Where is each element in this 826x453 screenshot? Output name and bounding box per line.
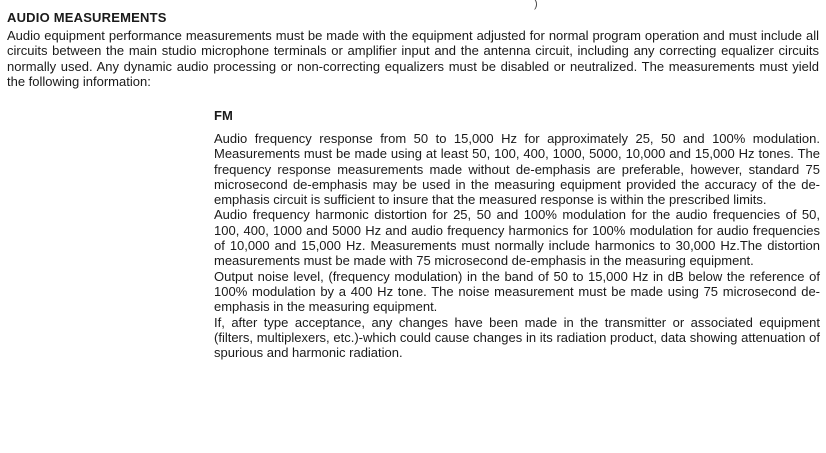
top-edge-mark: ) [534,0,538,10]
intro-paragraph: Audio equipment performance measurements must be made with the equipment adjusted for normal program operation and must include all circuits between the main studio microphone terminals or amplifier input and the antenna circuit, including any correcting equalizer circuits normally used. Any dynamic audio processing or non-correcting equalizers must be disabled or neutralized. The measurements must yield the following information: [7,28,819,90]
fm-paragraph-output-noise: Output noise level, (frequency modulation) in the band of 50 to 15,000 Hz in dB below the reference of 100% modulation by a 400 Hz tone. The noise measurement must be made using 75 microsecond de-emphasis in the measuring equipment. [214,268,820,315]
fm-heading: FM [214,108,233,123]
fm-paragraph-frequency-response: Audio frequency response from 50 to 15,000 Hz for approximately 25, 50 and 100% modulation. Measurements must be made using at least 50, 100, 400, 1000, 5000, 10,000 and 15,000 Hz tones. The frequency response measurements made without de-emphasis are preferable, however, standard 75 microsecond de-emphasis may be used in the measuring equipment provided the accuracy of the de-emphasis circuit is sufficient to insure that the measured response is within the prescribed limits. [214,131,820,208]
section-title: AUDIO MEASUREMENTS [7,10,167,25]
fm-section [214,108,820,360]
fm-paragraph-harmonic-distortion: Audio frequency harmonic distortion for 25, 50 and 100% modulation for the audio frequencies of 50, 100, 400, 1000 and 5000 Hz and audio frequency harmonics for 100% modulation for audio frequencies of 10,000 and 15,000 Hz. Measurements must normally include harmonics to 30,000 Hz.The distortion measurements must be made with 75 microsecond de-emphasis in the measuring equipment. [214,207,820,269]
fm-paragraph-type-acceptance-changes: If, after type acceptance, any changes have been made in the transmitter or associated equipment (filters, multiplexers, etc.)-which could cause changes in its radiation product, data showing attenuation of spurious and harmonic radiation. [214,314,820,361]
